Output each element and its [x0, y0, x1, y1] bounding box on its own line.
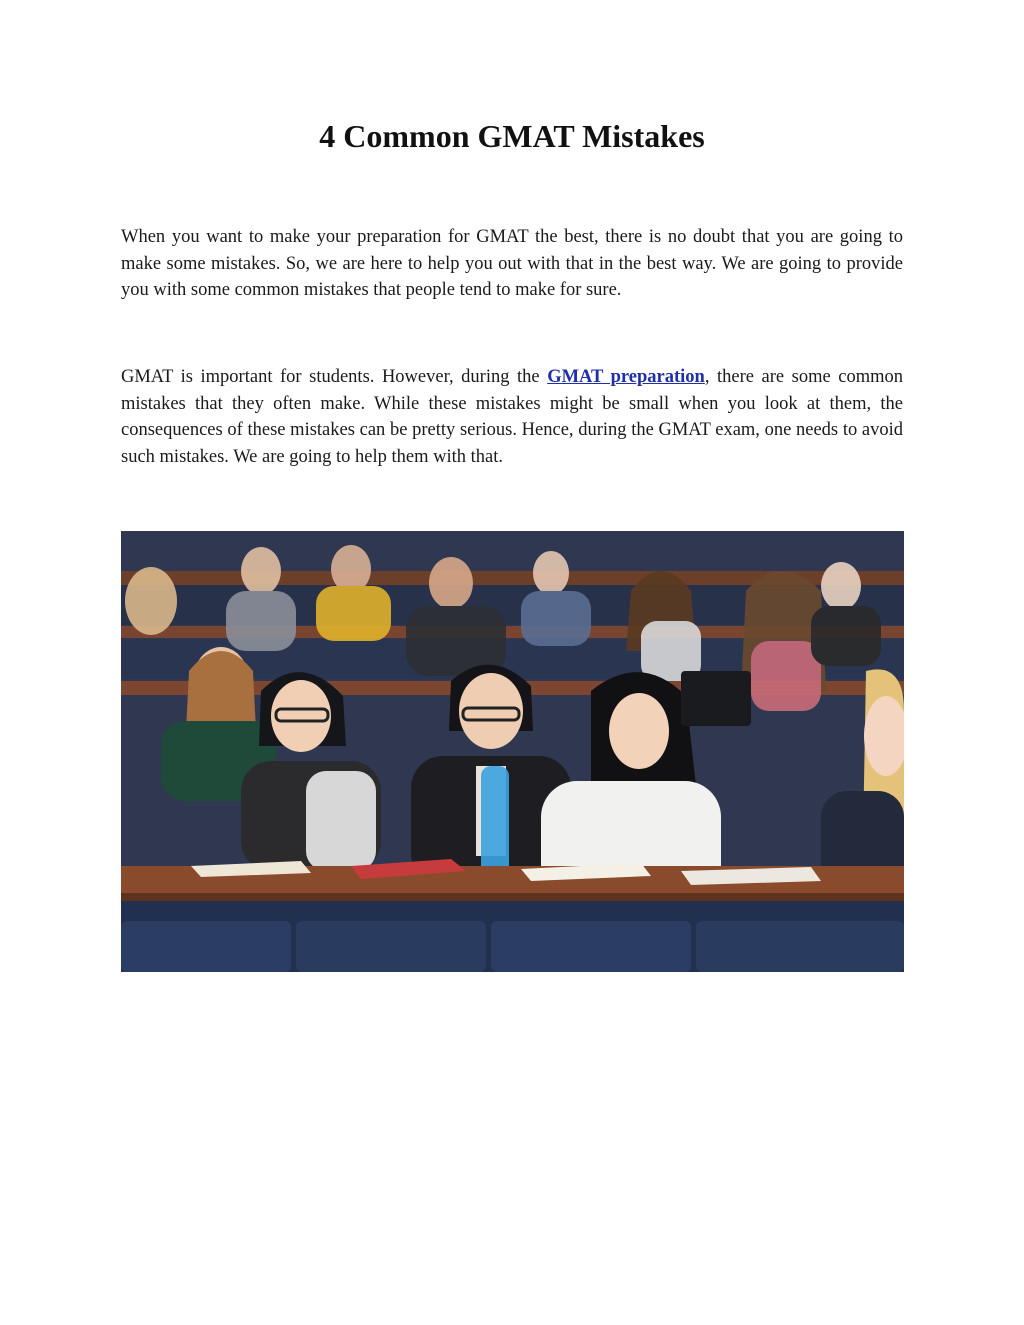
body-paragraph — [121, 364, 903, 470]
students-in-lecture-hall-photo-icon — [121, 531, 904, 972]
intro-paragraph: When you want to make your preparation for GMAT the best, there is no doubt that you are going to make some mistakes. So, we are here to help you out with that in the best way. We are going to provide you with some common mistakes that people tend to make for sure. — [121, 227, 903, 301]
gmat-preparation-link[interactable]: GMAT preparation — [547, 367, 705, 387]
paragraph-text-before-link: GMAT is important for students. However, during the — [121, 367, 548, 387]
lecture-hall-photo — [121, 531, 904, 972]
document-title: 4 Common GMAT Mistakes — [319, 118, 705, 154]
paragraph-text-after-link: , there are some common mistakes that they often make. While these mistakes might be small when you look at them, the consequences of these mistakes can be pretty serious. Hence, during the GMAT exam, one needs to avoid such mistakes. We are going to help them with that. — [121, 367, 903, 467]
